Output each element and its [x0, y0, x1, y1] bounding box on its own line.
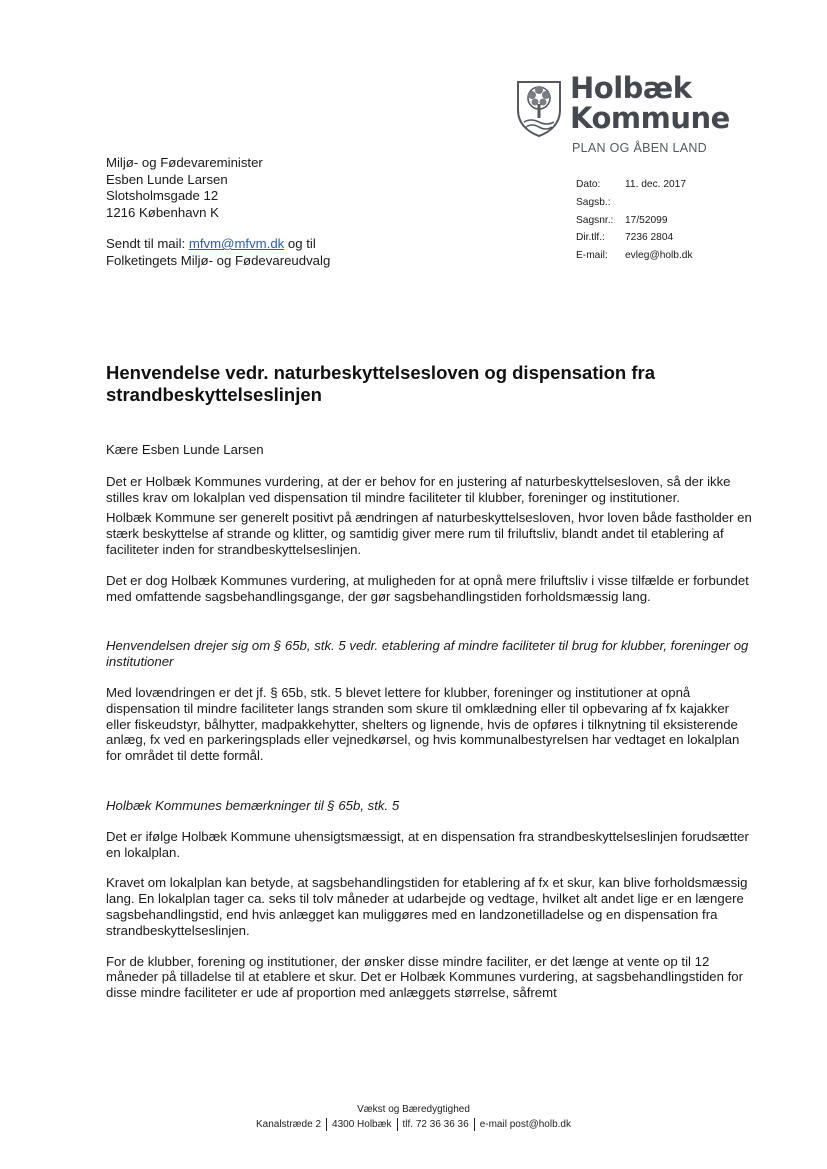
footer-address: Kanalstræde 2 [255, 1119, 322, 1130]
paragraph: Med lovændringen er det jf. § 65b, stk. 5 blevet lettere for klubber, foreninger og institutioner at opnå dispensation til mindre faciliteter langs stranden som skure til omklædning eller til opbevaring af fx kajakker eller fiskeudstyr, bålhytter, madpakkehytter, shelters og lignende, hvis de opføres i tilknytning til eksisterende anlæg, fx ved en parkeringsplads eller vejnedkørsel, og hvis kommunalbestyrelsen har vedtaget en lokalplan for området til dette formål. [106, 684, 740, 764]
meta-row-date [576, 176, 693, 194]
sent-to-note [106, 236, 330, 269]
paragraph: Kravet om lokalplan kan betyde, at sagsbehandlingstiden for etablering af fx et skur, kan blive forholdsmæssig lang. En lokalplan tager ca. seks til tolv måneder at udarbejde og vedtage, hvilket alt andet lige er en længere sagsbehandlingstid, end hvis anlægget kan muliggøres med en landzonetilladelse og en dispensation fra strandbeskyttelseslinjen. [106, 875, 748, 938]
meta-row-case-number [576, 212, 693, 230]
footer-contact-line [0, 1117, 827, 1132]
recipient-line: 1216 København K [106, 204, 219, 220]
salutation: Kære Esben Lunde Larsen [106, 442, 264, 457]
paragraph: Det er dog Holbæk Kommunes vurdering, at muligheden for at opnå mere friluftsliv i visse tilfælde er forbundet med omfattende sagsbehandlingsgange, der gør sagsbehandlingstiden forholdsmæssig lang. [106, 572, 749, 604]
meta-value: 7236 2804 [625, 232, 674, 244]
logo-line-kommune: Kommune [570, 101, 730, 135]
logo-tagline: PLAN OG ÅBEN LAND [572, 141, 708, 155]
letter-subject: Henvendelse vedr. naturbeskyttelsesloven og dispensation fra strandbeskyttelseslinjen [106, 362, 656, 405]
letter-body [106, 442, 756, 1001]
paragraph: Holbæk Kommune ser generelt positivt på ændringen af naturbeskyttelsesloven, hvor loven både fastholder en stærk beskyttelse af strande og klitter, og samtidig giver mere rum til friluftsliv, blandt andet til etablering af faciliteter inden for strandbeskyttelseslinjen. [106, 510, 752, 557]
paragraph: Det er ifølge Holbæk Kommune uhensigtsmæssigt, at en dispensation fra strandbeskyttelseslinjen forudsætter en lokalplan. [106, 828, 749, 860]
municipality-logo [514, 71, 754, 158]
coat-of-arms-tree-icon [514, 78, 564, 138]
meta-label: Dato: [576, 179, 601, 190]
meta-label: E-mail: [576, 250, 608, 262]
meta-label: Dir.tlf.: [576, 232, 605, 244]
footer-phone: tlf. 72 36 36 36 [402, 1119, 469, 1130]
sent-suffix: og til [284, 236, 316, 251]
footer-separator [326, 1118, 327, 1131]
section-heading: Henvendelsen drejer sig om § 65b, stk. 5 vedr. etablering af mindre faciliteter til brug for klubber, foreninger og institutioner [106, 638, 749, 670]
footer-separator [397, 1118, 398, 1131]
recipient-line: Miljø- og Fødevareminister [106, 155, 263, 170]
recipient-line: Slotsholmsgade 12 [106, 188, 219, 204]
paragraph: For de klubber, forening og institutioner, der ønsker disse mindre faciliter, er det længe at vente op til 12 måneder på tilladelse til at etablere et skur. Det er Holbæk Kommunes vurdering, at sagsbehandlingstiden for disse mindre faciliteter er ude af proportion med anlæggets størrelse, såfremt [106, 953, 744, 1001]
sent-prefix: Sendt til mail: [106, 236, 189, 251]
footer-email[interactable]: e-mail post@holb.dk [479, 1119, 571, 1130]
recipient-email-link[interactable]: mfvm@mfvm.dk [188, 236, 285, 251]
section-heading: Holbæk Kommunes bemærkninger til § 65b, stk. 5 [106, 797, 400, 813]
case-metadata [576, 176, 693, 265]
meta-row-caseworker [576, 194, 693, 212]
meta-label: Sagsb.: [576, 196, 611, 208]
logo-wordmark [570, 73, 730, 133]
recipient-line: Esben Lunde Larsen [106, 171, 228, 187]
recipient-address [106, 155, 263, 221]
footer-city: 4300 Holbæk [332, 1119, 392, 1130]
sent-committee: Folketingets Miljø- og Fødevareudvalg [106, 252, 331, 268]
meta-value: 17/52099 [625, 214, 668, 226]
footer-separator [474, 1118, 475, 1131]
meta-row-email [576, 247, 693, 265]
meta-value: evleg@holb.dk [625, 250, 693, 262]
page-footer [0, 1102, 827, 1132]
meta-label: Sagsnr.: [576, 214, 614, 226]
meta-value: 11. dec. 2017 [625, 179, 686, 190]
meta-row-phone [576, 229, 693, 247]
footer-department: Vækst og Bæredygtighed [357, 1104, 470, 1115]
logo-line-holbaek: Holbæk [570, 71, 692, 105]
paragraph: Det er Holbæk Kommunes vurdering, at der er behov for en justering af naturbeskyttelsesloven, så der ikke stilles krav om lokalplan ved dispensation til mindre faciliteter til klubber, foreninger og institutioner. [106, 473, 731, 505]
